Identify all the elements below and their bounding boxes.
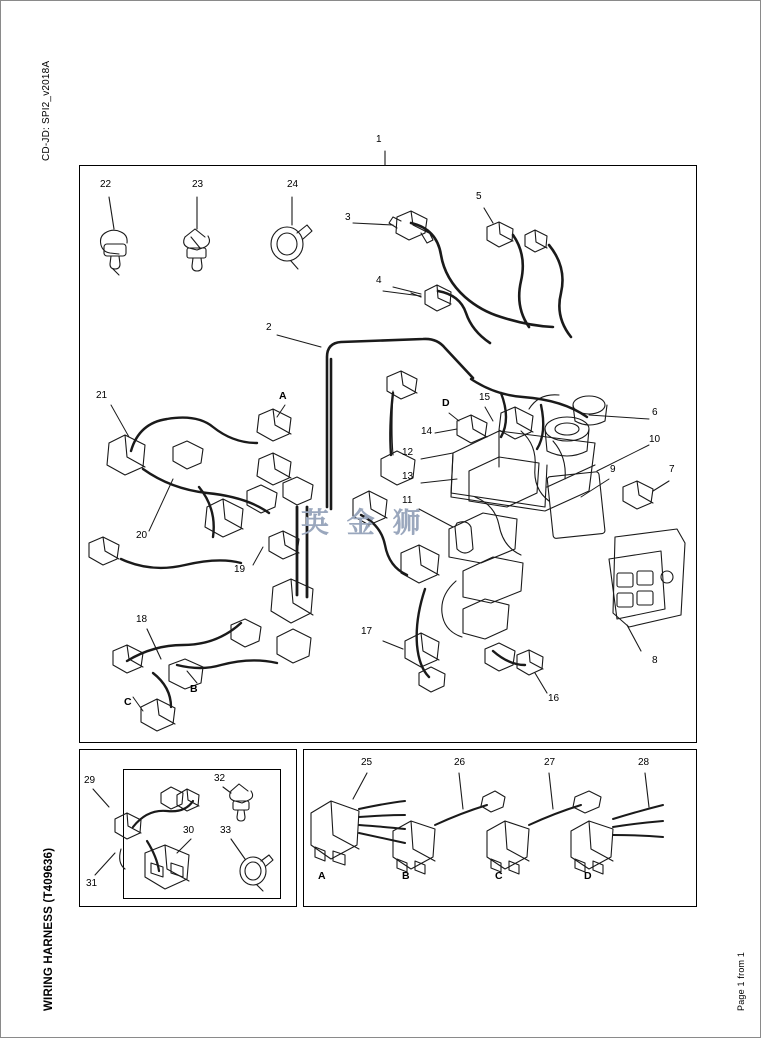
callout-22: 22 xyxy=(100,179,112,190)
callout-11: 11 xyxy=(402,495,413,506)
callout-30: 30 xyxy=(183,825,195,836)
callout-14: 14 xyxy=(421,426,433,437)
callout-28: 28 xyxy=(638,757,650,768)
callout-1: 1 xyxy=(376,134,382,145)
callout-24: 24 xyxy=(287,179,299,190)
page-title: WIRING HARNESS (T409636) xyxy=(43,847,55,1011)
letter-label-c-detail: C xyxy=(495,870,503,882)
letter-label-b-main: B xyxy=(190,683,198,695)
callout-9: 9 xyxy=(610,464,616,475)
letter-label-b-detail: B xyxy=(402,870,410,882)
callout-3: 3 xyxy=(345,212,351,223)
detail-frame-29 xyxy=(123,769,281,899)
callout-18: 18 xyxy=(136,614,148,625)
callout-32: 32 xyxy=(214,773,226,784)
callout-23: 23 xyxy=(192,179,204,190)
callout-2: 2 xyxy=(266,322,272,333)
callout-26: 26 xyxy=(454,757,466,768)
callout-12: 12 xyxy=(402,447,414,458)
callout-31: 31 xyxy=(86,878,98,889)
cd-id-label: CD-JD: SPI2_v2018A xyxy=(41,60,52,161)
callout-33: 33 xyxy=(220,825,232,836)
callout-6: 6 xyxy=(652,407,658,418)
callout-16: 16 xyxy=(548,693,560,704)
callout-8: 8 xyxy=(652,655,658,666)
callout-25: 25 xyxy=(361,757,373,768)
callout-21: 21 xyxy=(96,390,108,401)
callout-27: 27 xyxy=(544,757,556,768)
callout-7: 7 xyxy=(669,464,675,475)
callout-15: 15 xyxy=(479,392,491,403)
callout-17: 17 xyxy=(361,626,373,637)
letter-label-a-detail: A xyxy=(318,870,326,882)
page-number-label: Page 1 from 1 xyxy=(736,951,746,1011)
callout-4: 4 xyxy=(376,275,382,286)
detail-frame-right xyxy=(303,749,697,907)
letter-label-a-main: A xyxy=(279,390,287,402)
callout-10: 10 xyxy=(649,434,661,445)
watermark-text: 英 金 狮 xyxy=(301,506,425,539)
callout-13: 13 xyxy=(402,471,414,482)
letter-label-c-main: C xyxy=(124,696,132,708)
main-assembly-frame xyxy=(79,165,697,743)
letter-label-d-detail: D xyxy=(584,870,592,882)
callout-5: 5 xyxy=(476,191,482,202)
letter-label-d-main: D xyxy=(442,397,450,409)
callout-20: 20 xyxy=(136,530,148,541)
callout-19: 19 xyxy=(234,564,246,575)
callout-29: 29 xyxy=(84,775,96,786)
